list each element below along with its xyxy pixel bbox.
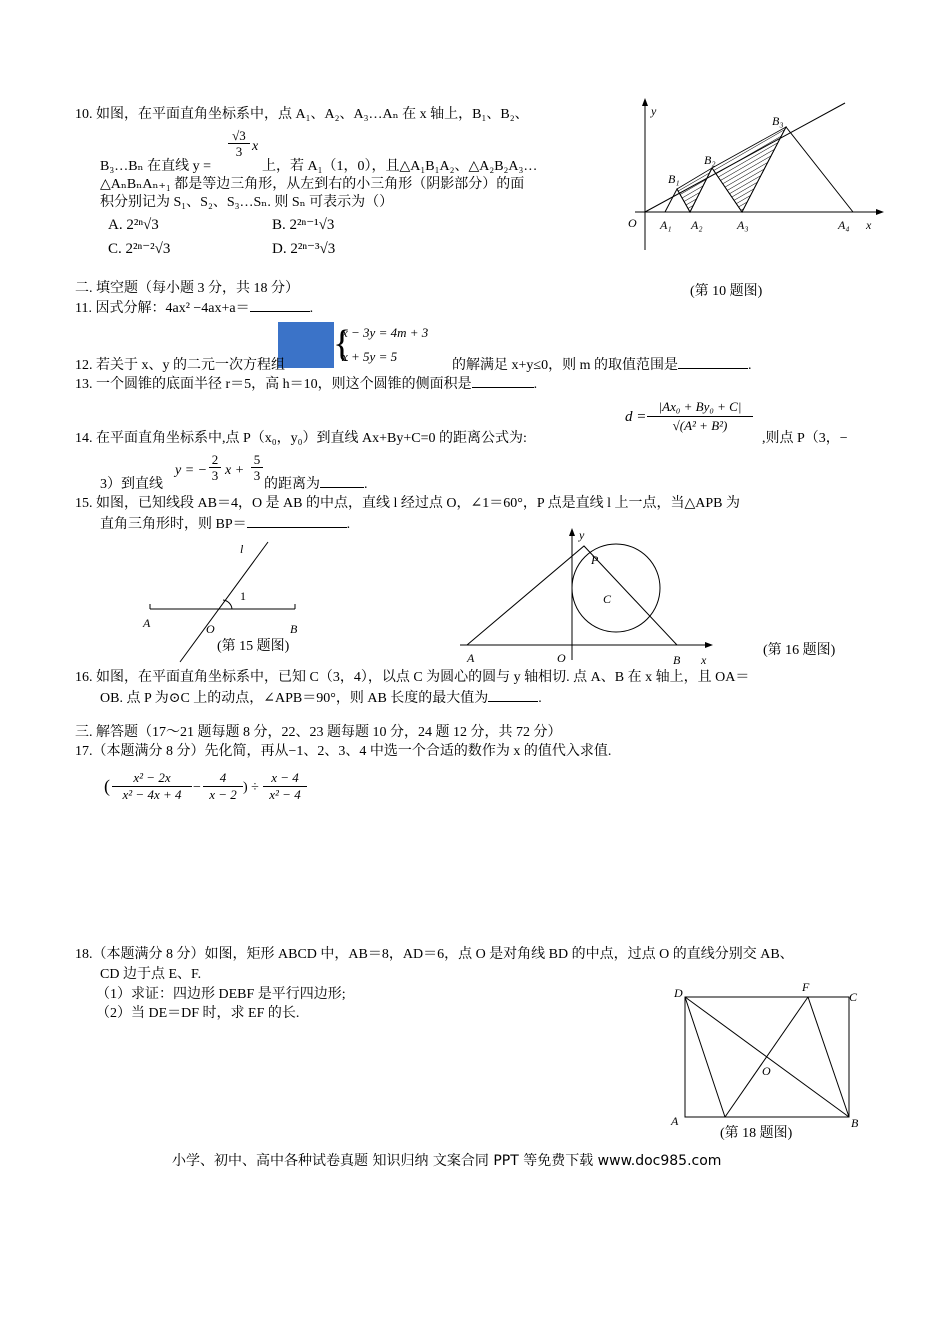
q12-text-b: 的解满足 x+y≤0，则 m 的取值范围是 bbox=[452, 358, 678, 373]
q13-text bbox=[75, 376, 537, 394]
q10-line2-b: 上，若 A₁（1，0），且△A₁B₁A₂、△A₂B₂A₃… bbox=[262, 159, 538, 174]
q16-label-c: C bbox=[603, 592, 612, 606]
q12-end: . bbox=[747, 358, 752, 373]
q16-line1: 16. 如图，在平面直角坐标系中，已知 C（3，4），以点 C 为圆心的圆与 y 轴相切. 点 A、B 在 x 轴上，且 OA＝ bbox=[75, 670, 750, 685]
q10-option-d: D. 2²ⁿ⁻³√3 bbox=[272, 241, 336, 257]
q18-label-c: C bbox=[849, 990, 858, 1004]
q14-f1-num: 2 bbox=[211, 452, 219, 467]
q15-line1: 15. 如图，已知线段 AB＝4，O 是 AB 的中点，直线 l 经过点 O，∠1＝60°，P 点是直线 l 上一点，当△APB 为 bbox=[75, 496, 740, 511]
q18-segment-de bbox=[685, 997, 725, 1117]
q10-label-a4: A₄ bbox=[838, 218, 850, 232]
q12-text-a: 12. 若关于 x、y 的二元一次方程组 bbox=[75, 358, 285, 373]
q16-label-o: O bbox=[557, 651, 566, 665]
q18-sub2: （2）当 DE＝DF 时，求 EF 的长. bbox=[96, 1006, 300, 1021]
q14-f1-den: 3 bbox=[209, 467, 221, 483]
q15-line2-wrap bbox=[100, 516, 350, 534]
q18-label-o: O bbox=[762, 1064, 771, 1078]
q14-formula-num: |Ax₀ + By₀ + C| bbox=[658, 399, 742, 414]
q14-blank bbox=[320, 487, 364, 488]
q12-eq2: x + 5y = 5 bbox=[342, 349, 398, 364]
q10-label-a3: A₃ bbox=[737, 218, 749, 232]
q18-sub1: （1）求证：四边形 DEBF 是平行四边形; bbox=[96, 987, 346, 1002]
section2-heading: 二. 填空题（每小题 3 分，共 18 分） bbox=[75, 281, 299, 296]
section3-heading: 三. 解答题（17～21 题每题 8 分，22、23 题每题 10 分，24 题 12 分，共 72 分） bbox=[75, 725, 562, 740]
q18-label-a: A bbox=[671, 1114, 679, 1128]
q10-line3: △AₙBₙAₙ₊₁ 都是等边三角形，从左到右的小三角形（阴影部分）的面 bbox=[100, 177, 525, 192]
q17-f1-den: x² − 4x + 4 bbox=[112, 786, 192, 803]
q18-line2: CD 边于点 E、F. bbox=[100, 967, 202, 982]
q17-rparen-div: ) ÷ bbox=[243, 780, 259, 795]
q10-frac-den: 3 bbox=[228, 143, 250, 159]
q11-text bbox=[75, 300, 313, 318]
q10-line2-a: B₃…Bₙ 在直线 y = bbox=[100, 159, 212, 174]
q10-label-a1: A₁ bbox=[660, 218, 672, 232]
q18-segment-fb bbox=[808, 997, 849, 1117]
q14-line2-b-wrap bbox=[264, 476, 368, 494]
q16-label-a: A bbox=[467, 651, 475, 665]
q10-frac-num: √3 bbox=[232, 128, 246, 143]
q14-formula-lhs: d = bbox=[625, 409, 647, 425]
q11-end: . bbox=[309, 301, 314, 316]
q10-x-arrow bbox=[876, 209, 884, 215]
q10-y-arrow bbox=[642, 98, 648, 106]
q14-formula-den: √(A² + B²) bbox=[647, 416, 753, 435]
q18-caption: (第 18 题图) bbox=[720, 1126, 793, 1141]
q14-text-b: ,则点 P（3，− bbox=[762, 431, 848, 446]
q16-blank bbox=[488, 701, 538, 702]
q11-question: 11. 因式分解：4ax² −4ax+a＝ bbox=[75, 301, 250, 316]
q14-fraction-1 bbox=[209, 452, 221, 483]
q10-frac-x: x bbox=[252, 139, 259, 154]
q10-option-a: A. 2²ⁿ√3 bbox=[108, 217, 159, 233]
q10-line1: 10. 如图，在平面直角坐标系中，点 A₁、A₂、A₃…Aₙ 在 x 轴上，B₁、B₂、 bbox=[75, 107, 529, 122]
q16-figure bbox=[455, 525, 725, 670]
q14-f2-den: 3 bbox=[251, 467, 263, 483]
q16-y-arrow bbox=[569, 528, 575, 536]
q10-figure bbox=[620, 95, 890, 260]
q16-label-x: x bbox=[701, 653, 707, 667]
q16-x-arrow bbox=[705, 642, 713, 648]
q15-label-a: A bbox=[143, 616, 151, 630]
q17-minus: − bbox=[193, 780, 201, 795]
q16-line2-wrap bbox=[100, 690, 542, 708]
q17-f3-num: x − 4 bbox=[271, 770, 299, 785]
q13-question: 13. 一个圆锥的底面半径 r＝5，高 h＝10，则这个圆锥的侧面积是 bbox=[75, 377, 472, 392]
q18-line1: 18.（本题满分 8 分）如图，矩形 ABCD 中，AB＝8，AD＝6，点 O 是对角线 BD 的中点，过点 O 的直线分别交 AB、 bbox=[75, 947, 794, 962]
q15-label-1: 1 bbox=[240, 589, 246, 603]
q15-caption: (第 15 题图) bbox=[217, 639, 290, 654]
q10-label-b2: B₂ bbox=[704, 153, 716, 167]
q12-blank bbox=[678, 368, 748, 369]
q10-label-y: y bbox=[651, 104, 657, 118]
q14-end: . bbox=[364, 477, 368, 492]
q18-segment-ef bbox=[725, 997, 808, 1117]
q14-line-eq-a: y = − bbox=[175, 463, 208, 478]
q11-blank bbox=[250, 311, 310, 312]
q15-line2: 直角三角形时，则 BP＝ bbox=[100, 517, 247, 532]
q14-line2-b: 的距离为 bbox=[264, 477, 320, 492]
q10-label-o: O bbox=[628, 216, 637, 230]
q16-caption: (第 16 题图) bbox=[763, 643, 836, 658]
q15-label-l: l bbox=[240, 542, 244, 556]
q17-f3-den: x² − 4 bbox=[263, 786, 307, 803]
q17-text: 17.（本题满分 8 分）先化简，再从−1、2、3、4 中选一个合适的数作为 x 的值代入求值. bbox=[75, 744, 612, 759]
q10-label-b1: B₁ bbox=[668, 172, 680, 186]
q17-lparen: ( bbox=[104, 776, 110, 796]
q16-label-p: P bbox=[591, 553, 599, 567]
q10-shade-1 bbox=[677, 168, 712, 212]
q13-end: . bbox=[533, 377, 538, 392]
q15-end: . bbox=[346, 517, 351, 532]
q14-fraction-2 bbox=[251, 452, 263, 483]
q15-label-b: B bbox=[290, 622, 298, 636]
q10-shade-2 bbox=[712, 127, 786, 212]
q16-label-b: B bbox=[673, 653, 681, 667]
q14-formula-fraction bbox=[647, 398, 753, 435]
q12-eq1: x − 3y = 4m + 3 bbox=[342, 325, 429, 340]
q16-line2: OB. 点 P 为⊙C 上的动点，∠APB＝90°，则 AB 长度的最大值为 bbox=[100, 691, 489, 706]
q18-label-f: F bbox=[802, 980, 810, 994]
q16-end: . bbox=[538, 691, 542, 706]
q18-label-b: B bbox=[851, 1116, 859, 1130]
q17-fraction-1 bbox=[112, 770, 192, 803]
q13-blank bbox=[472, 387, 534, 388]
q10-caption: (第 10 题图) bbox=[690, 284, 763, 299]
q14-line-eq-b: x + bbox=[225, 463, 245, 478]
q17-f2-num: 4 bbox=[219, 770, 227, 785]
q15-blank bbox=[247, 527, 347, 528]
q17-f1-num: x² − 2x bbox=[133, 770, 171, 785]
q17-fraction-2 bbox=[203, 770, 243, 803]
q10-option-c: C. 2²ⁿ⁻²√3 bbox=[108, 241, 171, 257]
q10-label-x: x bbox=[866, 218, 872, 232]
q18-figure bbox=[665, 980, 870, 1130]
q12-blue-box bbox=[278, 322, 334, 368]
footer-text: 小学、初中、高中各种试卷真题 知识归纳 文案合同 PPT 等免费下载 www.doc985.com bbox=[172, 1153, 722, 1169]
q16-label-y: y bbox=[579, 528, 585, 542]
q12-brace: { bbox=[333, 323, 352, 365]
q14-f2-num: 5 bbox=[253, 452, 261, 467]
q16-circle bbox=[572, 544, 660, 632]
q14-text-a: 14. 在平面直角坐标系中,点 P（x₀，y₀）到直线 Ax+By+C=0 的距离公式为: bbox=[75, 431, 527, 446]
q10-slope-fraction bbox=[228, 128, 250, 159]
q10-line4: 积分别记为 S₁、S₂、S₃…Sₙ. 则 Sₙ 可表示为（） bbox=[100, 195, 394, 210]
q17-f2-den: x − 2 bbox=[203, 786, 243, 803]
q15-label-o: O bbox=[206, 622, 215, 636]
q10-option-b: B. 2²ⁿ⁻¹√3 bbox=[272, 217, 335, 233]
q14-line2-a: 3）到直线 bbox=[100, 477, 163, 492]
q18-label-d: D bbox=[674, 986, 683, 1000]
q17-fraction-3 bbox=[263, 770, 307, 803]
q10-label-a2: A₂ bbox=[691, 218, 703, 232]
q10-label-b3: B₃ bbox=[772, 114, 784, 128]
q12-text-b-wrap bbox=[452, 357, 751, 375]
